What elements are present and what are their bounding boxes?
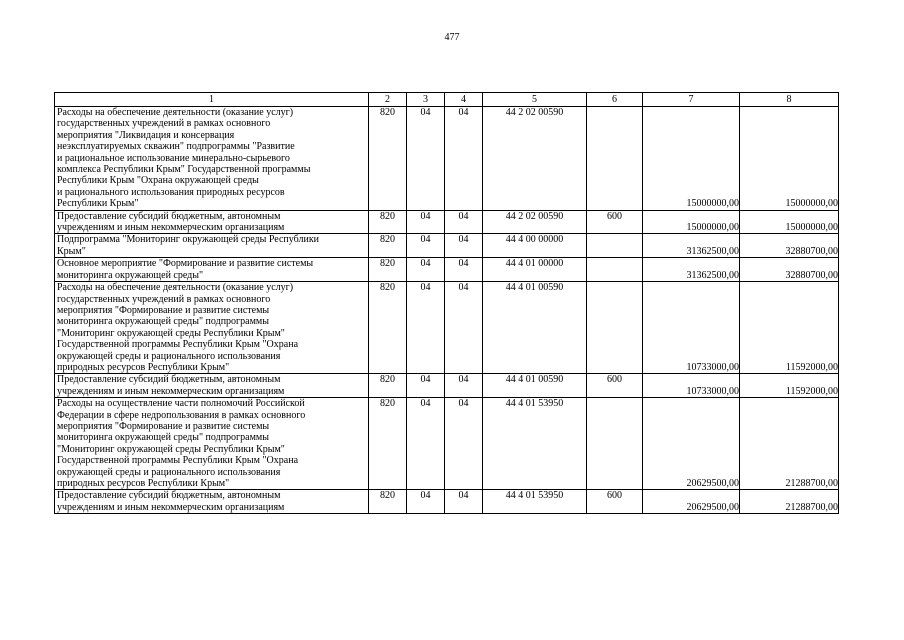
cell-section: 04 xyxy=(407,234,445,258)
cell-ministry-code: 820 xyxy=(369,490,407,514)
cell-subsection: 04 xyxy=(445,107,483,211)
cell-subsection: 04 xyxy=(445,234,483,258)
row-description: Предоставление субсидий бюджетным, автономным учреждениям и иным некоммерческим организациям xyxy=(55,210,369,234)
cell-subsection: 04 xyxy=(445,258,483,282)
column-header: 8 xyxy=(740,93,839,107)
cell-amount-col7: 15000000,00 xyxy=(643,210,740,234)
cell-amount-col8: 21288700,00 xyxy=(740,490,839,514)
column-header: 5 xyxy=(483,93,587,107)
table-row xyxy=(55,398,839,490)
table-row xyxy=(55,374,839,398)
cell-subsection: 04 xyxy=(445,210,483,234)
cell-target-article: 44 4 01 53950 xyxy=(483,490,587,514)
cell-amount-col8: 32880700,00 xyxy=(740,234,839,258)
column-header: 4 xyxy=(445,93,483,107)
row-description: Расходы на обеспечение деятельности (оказание услуг) государственных учреждений в рамках основного мероприятия "Формирование и развитие системы мониторинга окружающей среды" подпрограммы "Мониторинг окружающей среды Республики Крым" Государственной программы Республики Крым "Охрана окружающей среды и рационального использования природных ресурсов Республики Крым" xyxy=(55,282,369,374)
cell-amount-col8: 15000000,00 xyxy=(740,107,839,211)
cell-amount-col8: 21288700,00 xyxy=(740,398,839,490)
cell-expense-type: 600 xyxy=(587,374,643,398)
table-row xyxy=(55,234,839,258)
column-header: 3 xyxy=(407,93,445,107)
cell-ministry-code: 820 xyxy=(369,210,407,234)
cell-section: 04 xyxy=(407,210,445,234)
cell-expense-type xyxy=(587,107,643,211)
cell-ministry-code: 820 xyxy=(369,398,407,490)
cell-section: 04 xyxy=(407,282,445,374)
row-description: Расходы на обеспечение деятельности (оказание услуг) государственных учреждений в рамках основного мероприятия "Ликвидация и консервация неэксплуатируемых скважин" подпрограммы "Развитие и рациональное использование минерально-сырьевого комплекса Республики Крым" Государственной программы Республики Крым "Охрана окружающей среды и рационального использования природных ресурсов Республики Крым" xyxy=(55,107,369,211)
cell-amount-col8: 11592000,00 xyxy=(740,282,839,374)
cell-expense-type xyxy=(587,234,643,258)
cell-amount-col7: 10733000,00 xyxy=(643,282,740,374)
cell-target-article: 44 4 01 00590 xyxy=(483,282,587,374)
cell-ministry-code: 820 xyxy=(369,374,407,398)
cell-amount-col7: 10733000,00 xyxy=(643,374,740,398)
cell-section: 04 xyxy=(407,398,445,490)
cell-amount-col7: 31362500,00 xyxy=(643,258,740,282)
cell-amount-col7: 31362500,00 xyxy=(643,234,740,258)
cell-amount-col7: 15000000,00 xyxy=(643,107,740,211)
cell-section: 04 xyxy=(407,107,445,211)
cell-ministry-code: 820 xyxy=(369,258,407,282)
cell-section: 04 xyxy=(407,374,445,398)
cell-subsection: 04 xyxy=(445,282,483,374)
cell-ministry-code: 820 xyxy=(369,282,407,374)
cell-target-article: 44 4 01 53950 xyxy=(483,398,587,490)
cell-expense-type xyxy=(587,282,643,374)
cell-expense-type: 600 xyxy=(587,490,643,514)
cell-expense-type: 600 xyxy=(587,210,643,234)
row-description: Расходы на осуществление части полномочий Российской Федерации в сфере недропользования в рамках основного мероприятия "Формирование и развитие системы мониторинга окружающей среды" подпрограммы "Мониторинг окружающей среды Республики Крым" Государственной программы Республики Крым "Охрана окружающей среды и рационального использования природных ресурсов Республики Крым" xyxy=(55,398,369,490)
cell-amount-col7: 20629500,00 xyxy=(643,490,740,514)
table-row xyxy=(55,210,839,234)
table-row xyxy=(55,107,839,211)
cell-amount-col7: 20629500,00 xyxy=(643,398,740,490)
table-header-row xyxy=(55,93,839,107)
row-description: Основное мероприятие "Формирование и развитие системы мониторинга окружающей среды" xyxy=(55,258,369,282)
cell-target-article: 44 4 01 00590 xyxy=(483,374,587,398)
cell-section: 04 xyxy=(407,258,445,282)
cell-target-article: 44 2 02 00590 xyxy=(483,107,587,211)
table-row xyxy=(55,258,839,282)
column-header: 6 xyxy=(587,93,643,107)
cell-amount-col8: 11592000,00 xyxy=(740,374,839,398)
budget-table xyxy=(54,92,839,514)
cell-target-article: 44 4 01 00000 xyxy=(483,258,587,282)
row-description: Предоставление субсидий бюджетным, автономным учреждениям и иным некоммерческим организациям xyxy=(55,490,369,514)
cell-ministry-code: 820 xyxy=(369,107,407,211)
row-description: Подпрограмма "Мониторинг окружающей среды Республики Крым" xyxy=(55,234,369,258)
cell-target-article: 44 2 02 00590 xyxy=(483,210,587,234)
table-row xyxy=(55,490,839,514)
column-header: 2 xyxy=(369,93,407,107)
table-row xyxy=(55,282,839,374)
row-description: Предоставление субсидий бюджетным, автономным учреждениям и иным некоммерческим организациям xyxy=(55,374,369,398)
cell-subsection: 04 xyxy=(445,398,483,490)
cell-subsection: 04 xyxy=(445,374,483,398)
column-header: 7 xyxy=(643,93,740,107)
cell-section: 04 xyxy=(407,490,445,514)
column-header: 1 xyxy=(55,93,369,107)
cell-expense-type xyxy=(587,398,643,490)
cell-amount-col8: 32880700,00 xyxy=(740,258,839,282)
cell-amount-col8: 15000000,00 xyxy=(740,210,839,234)
cell-expense-type xyxy=(587,258,643,282)
cell-subsection: 04 xyxy=(445,490,483,514)
page-number: 477 xyxy=(444,32,460,43)
cell-ministry-code: 820 xyxy=(369,234,407,258)
cell-target-article: 44 4 00 00000 xyxy=(483,234,587,258)
